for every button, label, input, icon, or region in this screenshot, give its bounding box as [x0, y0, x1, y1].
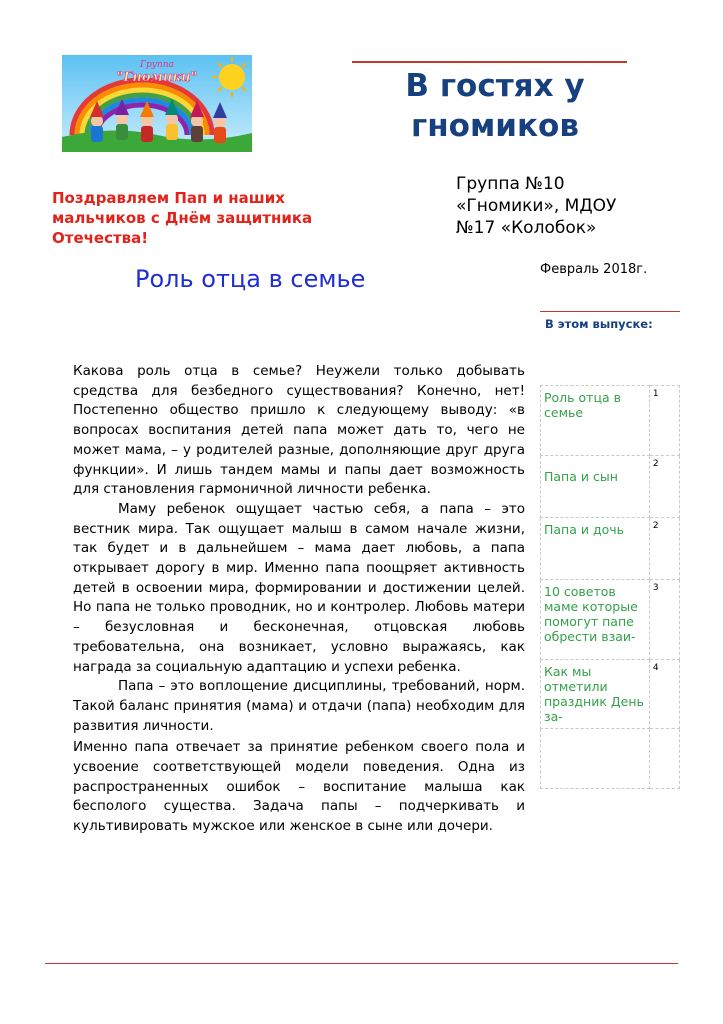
article-paragraph: Папа – это воплощение дисциплины, требований, норм. Такой баланс принятия (мама) и отдачи (папа) необходим для развития личности. — [73, 678, 525, 734]
logo-illustration — [62, 55, 252, 152]
article-paragraph: Именно папа отвечает за принятие ребенком своего пола и усвоение соответствующей модели поведения. Одна из распространенных ошибок – воспитание малыша как бесполого существа. Задача папы – подчеркивать и культивировать мужское или женское в сыне или дочери. — [73, 739, 525, 835]
group-logo — [62, 55, 252, 152]
masthead-rule — [352, 61, 627, 63]
newsletter-title-line2: гномиков — [411, 108, 579, 144]
toc-item-title[interactable]: Роль отца в семье — [541, 386, 650, 456]
greeting-text: Поздравляем Пап и наших мальчиков с Днём защитника Отечества! — [52, 189, 313, 247]
toc-item-page: 3 — [649, 580, 679, 660]
toc-row[interactable] — [541, 660, 680, 729]
toc-item-title[interactable]: Папа и сын — [541, 456, 650, 518]
newsletter-title — [380, 66, 610, 146]
newsletter-title-line1: В гостях у — [405, 68, 585, 104]
article-paragraph: Какова роль отца в семье? Неужели только добывать средства для безбедного существования? Конечно, нет! Постепенно общество пришло к следующему выводу: «в вопросах воспитания детей папа может дать то, чего не может мама, – у родителей разные, дополняющие друг друга функции». И лишь тандем мамы и папы дает возможность для становления гармоничной личности ребенка. — [73, 363, 525, 498]
toc-heading: В этом выпуске: — [545, 317, 653, 331]
issue-date: Февраль 2018г. — [540, 262, 648, 277]
toc-item-page: 2 — [649, 456, 679, 518]
article-paragraph: Маму ребенок ощущает частью себя, а папа – это вестник мира. Так ощущает малыш в самом начале жизни, так будет и в дальнейшем – мама дает любовь, а папа открывает дорогу в мир. Именно папа поощряет активность детей в освоении мира, формировании и достижении целей. Но папа не только проводник, но и контролер. Любовь матери – безусловная и бесконечная, отцовская любовь требовательна, она возникает, условно выражаясь, как награда за социальную адаптацию и успехи ребенка. — [73, 500, 525, 675]
group-info — [456, 173, 656, 239]
article-body — [73, 362, 525, 837]
group-info-line2: «Гномики», МДОУ — [456, 196, 617, 216]
toc-row[interactable] — [541, 580, 680, 660]
toc-item-title — [541, 729, 650, 789]
toc-item-title[interactable]: Папа и дочь — [541, 518, 650, 580]
group-info-line3: №17 «Колобок» — [456, 218, 597, 238]
toc-row[interactable] — [541, 386, 680, 456]
toc-item-page: 1 — [649, 386, 679, 456]
toc-table — [540, 385, 680, 789]
group-info-line1: Группа №10 — [456, 174, 565, 194]
logo-text-line1: Группа — [140, 60, 174, 70]
toc-row[interactable] — [541, 518, 680, 580]
toc-rule — [540, 311, 680, 312]
toc-item-title[interactable]: Как мы отметили праздник День за- — [541, 660, 650, 729]
toc-row[interactable] — [541, 456, 680, 518]
footer-rule — [45, 963, 678, 964]
toc-item-page: 4 — [649, 660, 679, 729]
article-title: Роль отца в семье — [135, 265, 366, 293]
logo-text-line2: "Гномики" — [116, 70, 198, 85]
toc-item-page — [649, 729, 679, 789]
toc-item-title[interactable]: 10 советов маме которые помогут папе обрести взаи- — [541, 580, 650, 660]
toc-row — [541, 729, 680, 789]
toc-item-page: 2 — [649, 518, 679, 580]
